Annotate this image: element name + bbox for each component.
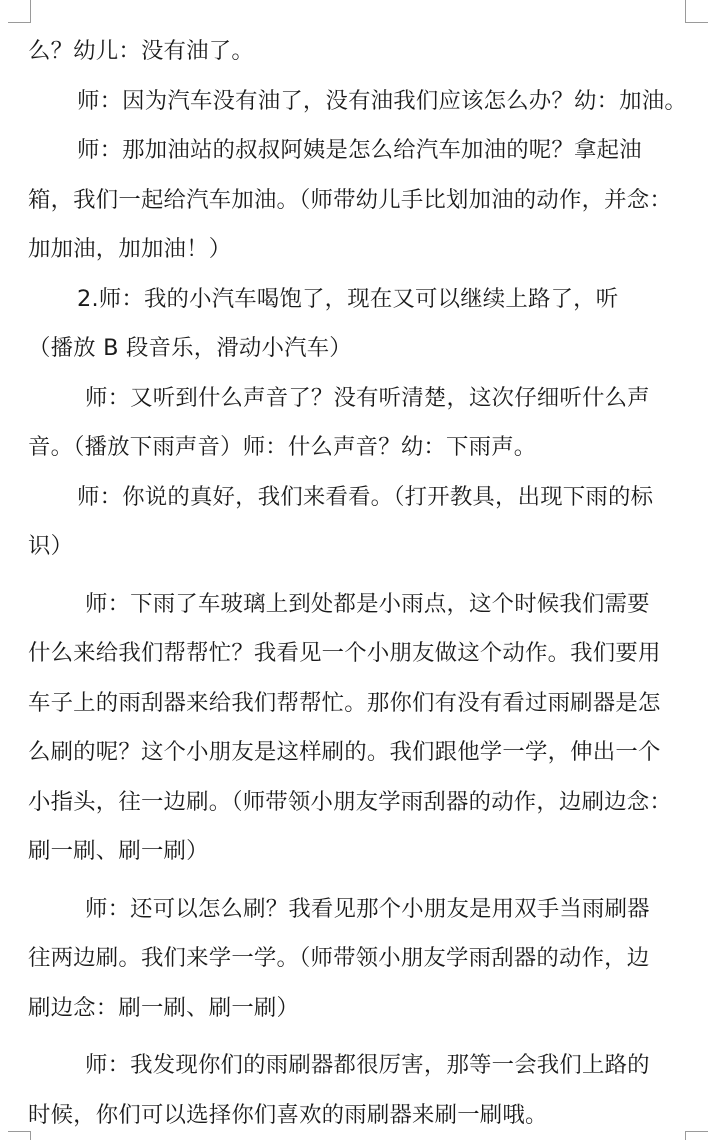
page-corner-mark-top-left <box>8 0 31 23</box>
text-line: 车子上的雨刮器来给我们帮帮忙。那你们有没有看过雨刷器是怎 <box>28 689 661 716</box>
text-line: 么刷的呢？这个小朋友是这样刷的。我们跟他学一学，伸出一个 <box>28 739 661 765</box>
text-line: 师：下雨了车玻璃上到处都是小雨点，这个时候我们需要 <box>85 590 650 617</box>
text-line: 什么来给我们帮帮忙？我看见一个小朋友做这个动作。我们要用 <box>28 640 661 666</box>
page-corner-mark-top-right <box>685 0 708 23</box>
text-line: 师：我发现你们的雨刷器都很厉害，那等一会我们上路的 <box>85 1052 650 1078</box>
text-line: 师：那加油站的叔叔阿姨是怎么给汽车加油的呢？拿起油 <box>77 137 642 163</box>
text-line: 音。（播放下雨声音）师：什么声音？幼：下雨声。 <box>28 434 537 460</box>
text-line: 识） <box>28 533 74 559</box>
text-line: 往两边刷。我们来学一学。（师带领小朋友学雨刮器的动作，边 <box>28 945 650 971</box>
paragraph-gap <box>28 572 692 580</box>
paragraph-gap <box>28 877 692 885</box>
document-body <box>28 27 692 1140</box>
text-line: 箱，我们一起给汽车加油。（师带幼儿手比划加油的动作，并念： <box>28 186 672 213</box>
text-line: 时候，你们可以选择你们喜欢的雨刷器来刷一刷哦。 <box>28 1101 548 1128</box>
text-line: 加加油，加加油！） <box>28 236 232 262</box>
text-line: 师：还可以怎么刷？我看见那个小朋友是用双手当雨刷器 <box>85 895 650 922</box>
text-line: 2.师：我的小汽车喝饱了，现在又可以继续上路了，听 <box>77 285 619 312</box>
text-line: 刷边念：刷一刷、刷一刷） <box>28 994 300 1021</box>
text-line: （播放 B 段音乐，滑动小汽车） <box>28 335 352 361</box>
text-line: 师：又听到什么声音了？没有听清楚，这次仔细听什么声 <box>85 384 650 411</box>
text-line: 刷一刷、刷一刷） <box>28 838 209 864</box>
text-line: 师：你说的真好，我们来看看。（打开教具，出现下雨的标 <box>77 483 654 510</box>
text-line: 师：因为汽车没有油了，没有油我们应该怎么办？幼：加油。 <box>77 87 687 114</box>
text-line: 么？幼儿：没有油了。 <box>28 38 254 64</box>
paragraph-gap <box>28 1033 692 1041</box>
text-line: 小指头，往一边刷。（师带领小朋友学雨刮器的动作，边刷边念： <box>28 788 672 815</box>
